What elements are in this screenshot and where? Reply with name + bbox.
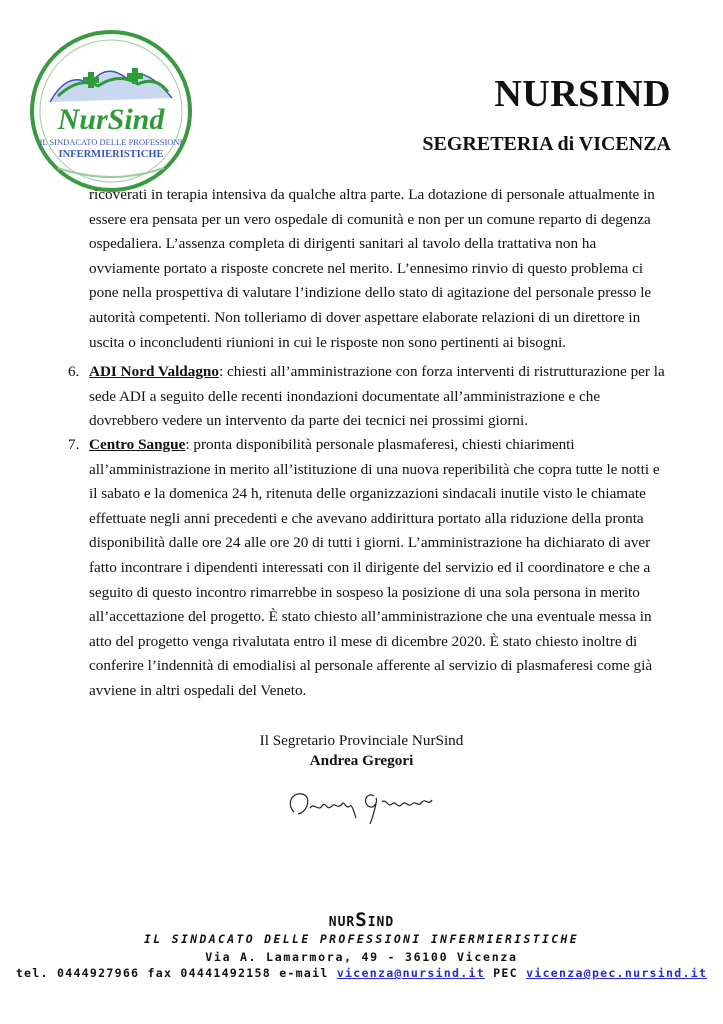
- list-item: [68, 360, 671, 434]
- item-heading: Centro Sangue: [89, 436, 186, 453]
- svg-text:IL SINDACATO DELLE PROFESSIONI: IL SINDACATO DELLE PROFESSIONI: [39, 137, 183, 147]
- footer-contacts: [0, 966, 723, 980]
- pec-email-link[interactable]: vicenza@pec.nursind.it: [526, 966, 708, 980]
- handwritten-signature: [282, 782, 450, 826]
- signatory-name: Andrea Gregori: [309, 752, 414, 769]
- footer-phone-fax: tel. 0444927966 fax 04441492158 e-mail: [15, 966, 337, 980]
- footer-brand-mid: S: [355, 909, 368, 931]
- item-number: 7.: [68, 436, 80, 453]
- organization-subtitle: SEGRETERIA di VICENZA: [422, 133, 671, 155]
- signatory-role: Il Segretario Provinciale NurSind: [259, 732, 464, 749]
- item-number: 6.: [68, 363, 80, 380]
- svg-text:INFERMIERISTICHE: INFERMIERISTICHE: [58, 149, 164, 160]
- footer-brand-prefix: NUR: [328, 915, 356, 930]
- pec-label: PEC: [484, 966, 527, 980]
- footer-brand-suffix: IND: [367, 915, 395, 930]
- item-heading: ADI Nord Valdagno: [89, 363, 219, 380]
- organization-title: NURSIND: [494, 73, 671, 115]
- item-text: : pronta disponibilità personale plasmaferesi, chiesti chiarimenti all’amministrazione in merito all’istituzione di una nuova reperibilità che copra tutte le notti e il sabato e la domenica 24 h, ritenuta delle organizzazioni sindacali inutile visto le chiamate effettuate negli anni precedenti e che avevano addirittura portato alla riduzione della pronta disponibilità dalle ore 24 alle ore 20 di tutti i giorni. L’amministrazione ha dichiarato di aver fatto incontrare i dipendenti interessati con il dirigente del servizio ed il coordinatore e che a seguito di questo incontro rimarrebbe in sospeso la posizione di una sola persona in merito all’accettazione del progetto. È stato chiesto all’amministrazione che una eventuale messa in atto del progetto venga rivalutata entro il mese di dicembre 2020. È stato chiesto inoltre di conferire l’indennità di emodialisi al personale afferente al servizio di plasmaferesi come già avviene in altri ospedali del Veneto.: [89, 436, 660, 699]
- svg-text:NurSind: NurSind: [57, 103, 165, 136]
- footer-brand: [0, 909, 723, 931]
- intro-paragraph: ricoverati in terapia intensiva da qualche altra parte. La dotazione di personale attualmente in essere era pensata per un vero ospedale di comunità e non per un comune reparto di degenza ospedaliera. L’assenza completa di dirigenti sanitari al tavolo della trattativa non ha ovviamente portato a risposte concrete nel merito. L’ennesimo rinvio di questo problema ci pone nella prospettiva di valutare l’indizione dello stato di agitazione del personale presso le autorità competenti. Non tolleriamo di dover aspettare elaborate relazioni di un direttore in uscita o inconcludenti riunioni in cui le risposte non sono pertinenti ai bisogni.: [89, 186, 655, 351]
- nursind-logo: [28, 28, 194, 194]
- footer-address: Via A. Lamarmora, 49 - 36100 Vicenza: [205, 950, 518, 964]
- footer-tagline: IL SINDACATO DELLE PROFESSIONI INFERMIERISTICHE: [143, 932, 580, 946]
- list-item: [68, 433, 671, 704]
- email-link[interactable]: vicenza@nursind.it: [336, 966, 485, 980]
- item-text: : chiesti all’amministrazione con forza interventi di ristrutturazione per la sede ADI a seguito delle recenti inondazioni documentate all’amministrazione e che dovrebbero vedere un intervento da parte dei tecnici nei prossimi giorni.: [89, 363, 665, 430]
